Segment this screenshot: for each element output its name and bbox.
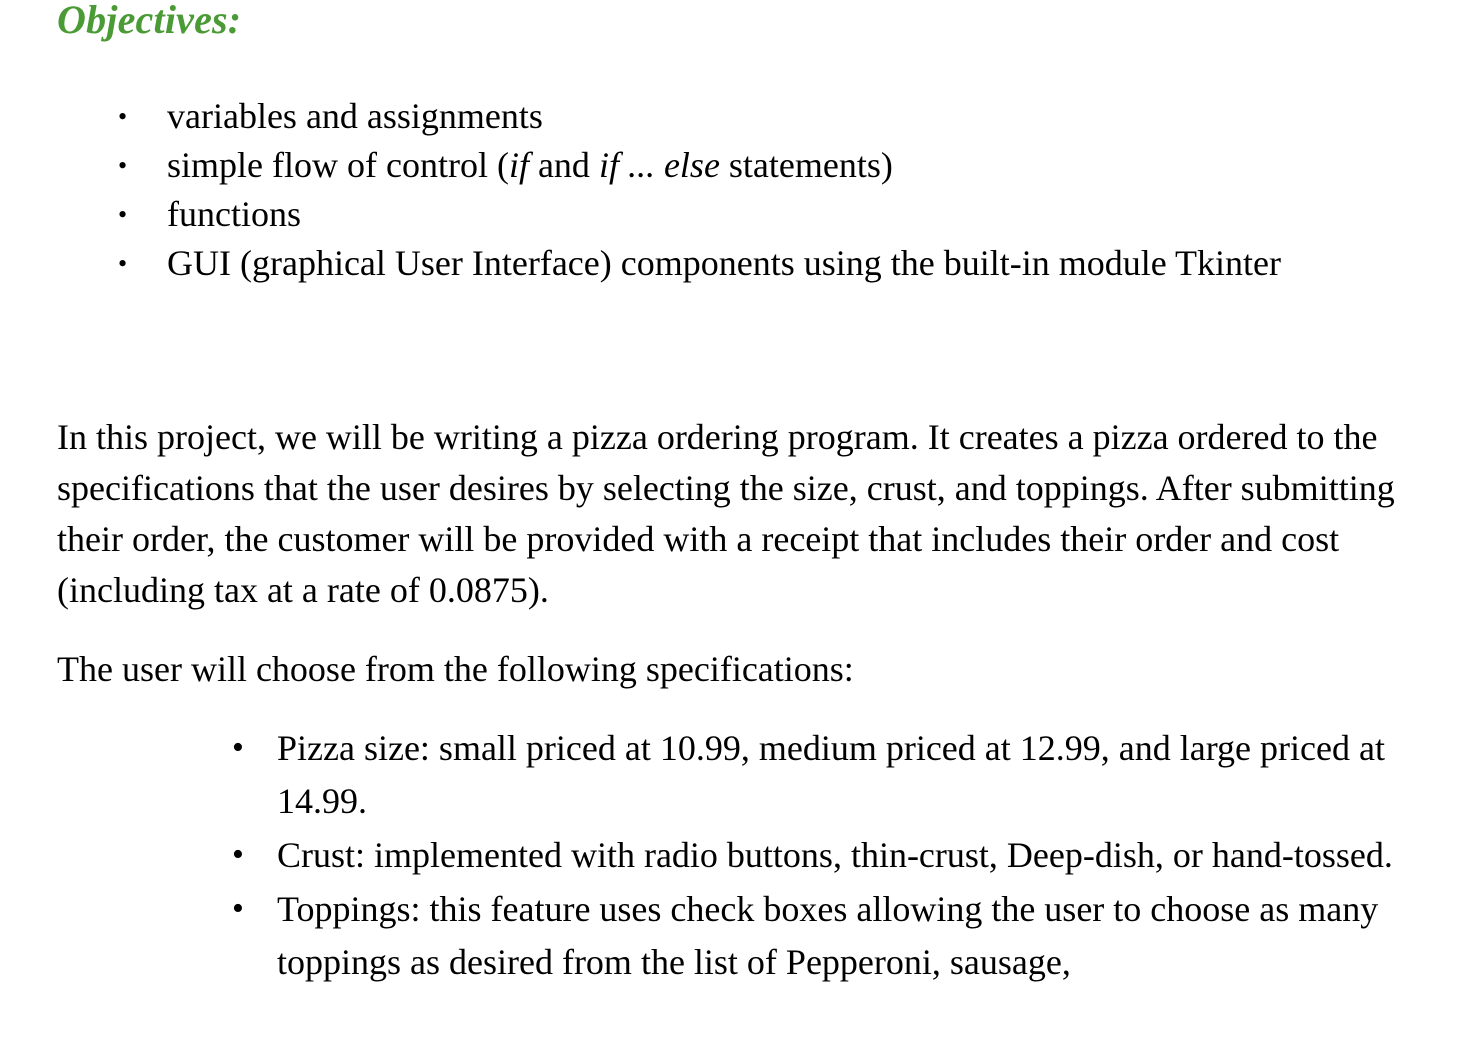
list-item [118, 239, 1348, 288]
specifications-list [232, 722, 1467, 989]
objectives-item-2-keyword-else: else [663, 145, 720, 185]
bullet-icon: • [118, 249, 128, 278]
bullet-icon: • [232, 890, 244, 927]
objectives-item-1-label: variables and assignments [167, 96, 543, 136]
specifications-item-size-label: Pizza size: small priced at 10.99, medium priced at 12.99, and large priced at 14.99. [277, 728, 1385, 821]
list-item [232, 722, 1467, 828]
objectives-item-2-suffix: statements) [719, 145, 893, 185]
objectives-item-3-label: functions [167, 194, 301, 234]
objectives-item-4-label: GUI (graphical User Interface) components using the built-in module Tkinter [167, 243, 1281, 283]
objectives-item-2-keyword-if-ellipsis: if ... [598, 145, 655, 185]
bullet-icon: • [232, 836, 244, 873]
specifications-item-toppings-label: Toppings: this feature uses check boxes allowing the user to choose as many toppings as desired from the list of Pepperoni, sausage, [277, 889, 1379, 982]
list-item [118, 92, 1348, 141]
list-item [118, 190, 1348, 239]
objectives-item-2-mid-1: and [528, 145, 599, 185]
intro-paragraph: In this project, we will be writing a pizza ordering program. It creates a pizza ordered to the specifications that the user desires by selecting the size, crust, and toppings. After submitting their order, the customer will be provided with a receipt that includes their order and cost (including tax at a rate of 0.0875). [57, 417, 1395, 610]
bullet-icon: • [118, 200, 128, 229]
bullet-icon: • [118, 151, 128, 180]
specifications-item-crust-label: Crust: implemented with radio buttons, thin-crust, Deep-dish, or hand-tossed. [277, 835, 1393, 875]
bullet-icon: • [118, 102, 128, 131]
bullet-icon: • [232, 729, 244, 766]
list-item [232, 829, 1467, 882]
specifications-lead-in: The user will choose from the following specifications: [57, 649, 854, 689]
objectives-item-2-label [167, 141, 1348, 190]
list-item [118, 141, 1348, 190]
objectives-list [118, 92, 1348, 288]
page-title: Objectives: [57, 0, 242, 42]
objectives-item-2-prefix: simple flow of control ( [167, 145, 509, 185]
list-item [232, 883, 1467, 989]
objectives-item-2-mid-2 [655, 145, 664, 185]
objectives-item-2-keyword-if: if [508, 145, 529, 185]
